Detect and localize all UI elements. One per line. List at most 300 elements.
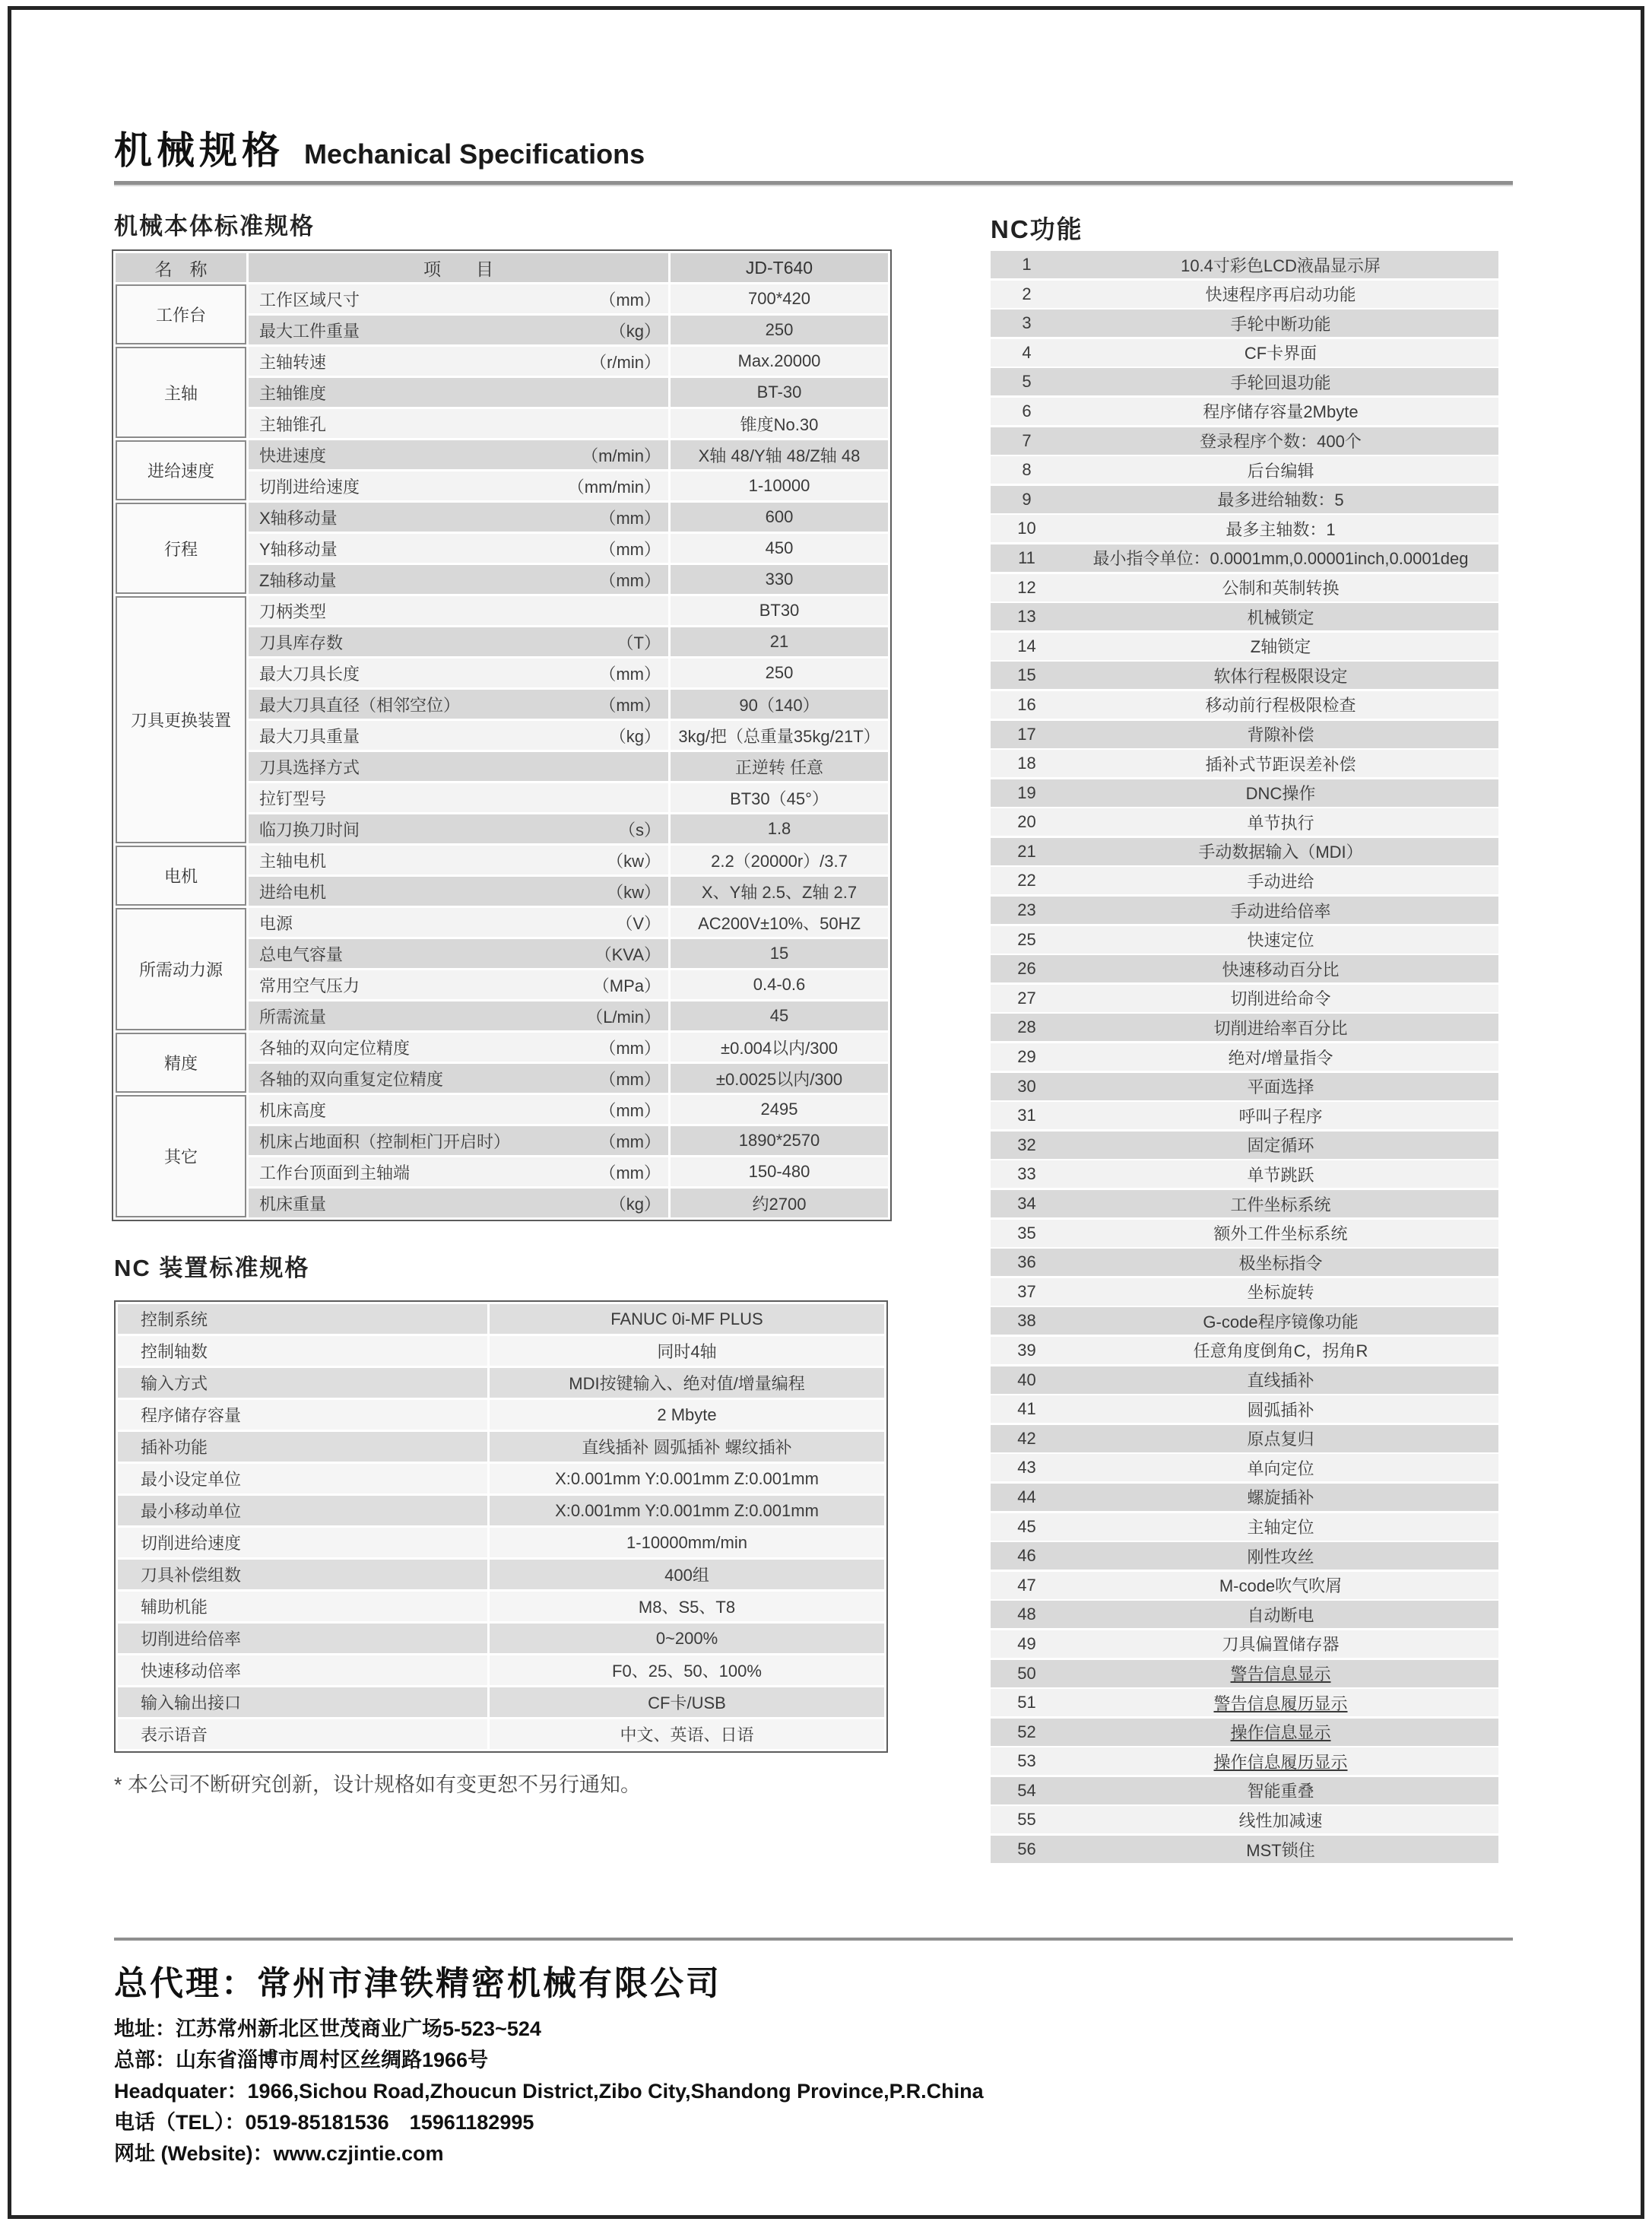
item-label: 输入方式	[118, 1368, 487, 1398]
item-label: 快进速度	[259, 446, 327, 465]
table-row	[116, 503, 888, 532]
function-text: 线性加减速	[1238, 1811, 1323, 1830]
item-label: 辅助机能	[118, 1592, 487, 1621]
function-number: 50	[1017, 1663, 1036, 1683]
function-number: 10	[1017, 519, 1036, 538]
value-cell: M8、S5、T8	[490, 1592, 884, 1621]
nc-table-title: NC 装置标准规格	[114, 1255, 310, 1281]
nc-function-row	[991, 1542, 1498, 1570]
function-number: 2	[1022, 284, 1032, 303]
nc-function-row	[991, 1836, 1498, 1863]
function-number: 38	[1017, 1311, 1036, 1331]
item-label: 所需流量	[259, 1007, 327, 1027]
item-label: 切削进给倍率	[118, 1624, 487, 1653]
value-cell: 锥度No.30	[671, 409, 888, 438]
function-number: 17	[1017, 724, 1036, 744]
nc-function-row	[991, 1777, 1498, 1804]
nc-function-row	[991, 1454, 1498, 1481]
value-cell: 2.2（20000r）/3.7	[671, 846, 888, 874]
function-number: 4	[1022, 342, 1032, 362]
function-number: 22	[1017, 871, 1036, 890]
nc-function-row	[991, 808, 1498, 836]
function-text: 自动断电	[1247, 1605, 1314, 1625]
function-number: 7	[1022, 430, 1032, 450]
item-cell	[249, 284, 668, 313]
function-number: 25	[1017, 929, 1036, 949]
value-cell: BT-30	[671, 378, 888, 407]
address-block	[114, 2014, 984, 2169]
disclaimer-note: * 本公司不断研究创新，设计规格如有变更恕不另行通知。	[114, 1773, 642, 1796]
function-number: 37	[1017, 1281, 1036, 1301]
function-number: 42	[1017, 1428, 1036, 1448]
function-text: 平面选择	[1247, 1078, 1314, 1097]
function-text: 手轮回退功能	[1230, 373, 1331, 392]
function-number: 23	[1017, 900, 1036, 920]
item-cell	[249, 596, 668, 625]
function-text: 手动进给倍率	[1230, 901, 1331, 921]
table-row	[118, 1592, 884, 1621]
function-number: 56	[1017, 1839, 1036, 1859]
item-label: 各轴的双向定位精度	[259, 1038, 411, 1058]
value-cell: 3kg/把（总重量35kg/21T）	[671, 721, 888, 750]
function-text: 单节跳跃	[1247, 1165, 1314, 1185]
item-cell	[249, 503, 668, 532]
function-text: 后台编辑	[1247, 461, 1314, 481]
function-text: 任意角度倒角C，拐角R	[1193, 1341, 1368, 1361]
function-text: 圆弧插补	[1247, 1400, 1314, 1420]
item-unit: （mm）	[599, 1163, 661, 1182]
item-label: 机床占地面积（控制柜门开启时）	[259, 1132, 511, 1151]
item-cell	[249, 1001, 668, 1030]
nc-functions-table	[991, 251, 1498, 1865]
function-text: 智能重叠	[1247, 1782, 1314, 1801]
nc-function-row	[991, 838, 1498, 865]
item-cell	[249, 565, 668, 594]
function-text: 单节执行	[1247, 813, 1314, 833]
value-cell: MDI按键输入、绝对值/增量编程	[490, 1368, 884, 1398]
item-unit: （kg）	[609, 726, 661, 746]
item-label: 常用空气压力	[259, 976, 360, 995]
table-row	[118, 1528, 884, 1557]
address-line: 地址：江苏常州新北区世茂商业广场5-523~524	[114, 2017, 541, 2040]
function-text: 手轮中断功能	[1230, 314, 1331, 334]
function-number: 12	[1017, 577, 1036, 597]
function-text: 主轴定位	[1247, 1518, 1314, 1538]
function-text: 单向定位	[1247, 1458, 1314, 1478]
function-text: 机械锁定	[1247, 608, 1314, 627]
function-text: 最多进给轴数：5	[1217, 490, 1344, 510]
nc-function-row	[991, 1278, 1498, 1306]
address-line: 总部：山东省淄博市周村区丝绸路1966号	[114, 2049, 489, 2071]
item-unit: （mm/min）	[567, 477, 661, 497]
value-cell: 约2700	[671, 1189, 888, 1217]
value-cell: 1-10000	[671, 471, 888, 500]
function-number: 31	[1017, 1106, 1036, 1125]
value-cell: 1-10000mm/min	[490, 1528, 884, 1557]
item-label: 最大刀具重量	[259, 726, 360, 746]
nc-function-row	[991, 1630, 1498, 1658]
item-label: 切削进给速度	[118, 1528, 487, 1557]
item-label: 总电气容量	[259, 944, 344, 964]
nc-function-row	[991, 1425, 1498, 1452]
function-text: Z轴锁定	[1250, 637, 1311, 657]
title-divider	[114, 181, 1513, 186]
item-label: 刀具库存数	[259, 633, 344, 652]
function-text: 操作信息履历显示	[1213, 1752, 1348, 1772]
function-text: DNC操作	[1245, 784, 1316, 804]
group-cell: 精度	[116, 1033, 246, 1093]
function-text: M-code吹气吹屑	[1219, 1576, 1343, 1596]
item-unit: （mm）	[599, 1038, 661, 1058]
item-cell	[249, 316, 668, 344]
value-cell: 0~200%	[490, 1624, 884, 1653]
item-cell	[249, 908, 668, 937]
function-number: 18	[1017, 754, 1036, 773]
table-row	[116, 440, 888, 469]
function-number: 36	[1017, 1252, 1036, 1272]
nc-function-row	[991, 544, 1498, 572]
function-text: 程序储存容量2Mbyte	[1203, 402, 1359, 422]
nc-function-row	[991, 1043, 1498, 1071]
function-text: 切削进给率百分比	[1213, 1018, 1348, 1038]
group-cell: 其它	[116, 1095, 246, 1217]
function-text: 坐标旋转	[1247, 1283, 1314, 1303]
nc-function-row	[991, 574, 1498, 601]
item-label: 电源	[259, 913, 293, 933]
nc-function-row	[991, 897, 1498, 924]
table-row	[116, 846, 888, 874]
function-text: 极坐标指令	[1238, 1253, 1323, 1273]
nc-function-row	[991, 1719, 1498, 1746]
nc-function-row	[991, 1484, 1498, 1511]
value-cell: 450	[671, 534, 888, 563]
function-number: 5	[1022, 372, 1032, 392]
value-cell: X:0.001mm Y:0.001mm Z:0.001mm	[490, 1496, 884, 1525]
function-number: 49	[1017, 1633, 1036, 1653]
item-label: 快速移动倍率	[118, 1655, 487, 1685]
item-cell	[249, 409, 668, 438]
item-unit: （m/min）	[582, 446, 661, 465]
item-cell	[249, 690, 668, 719]
item-label: X轴移动量	[259, 508, 338, 528]
nc-function-row	[991, 1601, 1498, 1628]
function-text: 切削进给命令	[1230, 989, 1331, 1009]
value-cell: 21	[671, 627, 888, 656]
function-number: 13	[1017, 607, 1036, 627]
nc-function-row	[991, 1689, 1498, 1716]
table-row	[118, 1336, 884, 1366]
function-number: 55	[1017, 1810, 1036, 1830]
item-label: 各轴的双向重复定位精度	[259, 1069, 444, 1089]
page-title-zh: 机械规格	[114, 129, 284, 172]
value-cell: Max.20000	[671, 347, 888, 376]
function-number: 45	[1017, 1516, 1036, 1536]
item-cell	[249, 783, 668, 812]
nc-function-row	[991, 1073, 1498, 1100]
function-text: 手动数据输入（MDI）	[1198, 843, 1363, 862]
function-number: 6	[1022, 401, 1032, 421]
item-cell	[249, 1126, 668, 1155]
value-cell: ±0.004以内/300	[671, 1033, 888, 1062]
item-label: 主轴电机	[259, 851, 327, 871]
item-cell	[249, 659, 668, 687]
nc-function-row	[991, 1366, 1498, 1394]
function-text: MST锁住	[1246, 1840, 1315, 1860]
function-text: 警告信息显示	[1230, 1665, 1331, 1684]
item-label: 最大工件重量	[259, 321, 360, 341]
function-text: 工件坐标系统	[1230, 1195, 1331, 1214]
table-row	[116, 908, 888, 937]
nc-function-row	[991, 867, 1498, 894]
header-name: 名 称	[116, 253, 246, 282]
header-model: JD-T640	[671, 253, 888, 282]
item-label: 最大刀具长度	[259, 664, 360, 684]
function-text: 额外工件坐标系统	[1213, 1224, 1348, 1244]
table-row	[118, 1464, 884, 1493]
value-cell: 330	[671, 565, 888, 594]
nc-function-row	[991, 515, 1498, 542]
function-text: 警告信息履历显示	[1213, 1693, 1348, 1713]
value-cell: 1890*2570	[671, 1126, 888, 1155]
item-cell	[249, 347, 668, 376]
item-unit: （mm）	[599, 508, 661, 528]
group-cell: 行程	[116, 503, 246, 594]
function-text: 绝对/增量指令	[1228, 1048, 1333, 1068]
function-number: 30	[1017, 1076, 1036, 1096]
value-cell: 45	[671, 1001, 888, 1030]
value-cell: X、Y轴 2.5、Z轴 2.7	[671, 877, 888, 906]
item-unit: （kg）	[609, 321, 661, 341]
function-number: 3	[1022, 313, 1032, 333]
function-number: 46	[1017, 1546, 1036, 1566]
address-line: Headquater：1966,Sichou Road,Zhoucun District,Zibo City,Shandong Province,P.R.China	[114, 2080, 984, 2103]
footer-divider	[114, 1938, 1513, 1941]
function-text: 直线插补	[1247, 1371, 1314, 1391]
function-text: 插补式节距误差补偿	[1205, 754, 1356, 774]
item-label: 表示语音	[118, 1719, 487, 1749]
nc-function-row	[991, 309, 1498, 337]
page-title	[114, 120, 645, 175]
item-unit: （mm）	[599, 695, 661, 715]
nc-function-row	[991, 1102, 1498, 1129]
function-text: 登录程序个数：400个	[1200, 432, 1362, 452]
item-cell	[249, 440, 668, 469]
item-label: 最小移动单位	[118, 1496, 487, 1525]
item-cell	[249, 471, 668, 500]
value-cell: 同时4轴	[490, 1336, 884, 1366]
item-label: 工作区域尺寸	[259, 290, 360, 309]
item-label: 切削进给速度	[259, 477, 360, 497]
nc-function-row	[991, 633, 1498, 660]
value-cell: 1.8	[671, 814, 888, 843]
nc-function-row	[991, 1014, 1498, 1041]
item-label: 输入输出接口	[118, 1687, 487, 1717]
function-text: 刀具偏置储存器	[1222, 1635, 1340, 1655]
nc-function-row	[991, 1660, 1498, 1687]
value-cell: 0.4-0.6	[671, 970, 888, 999]
table-row	[118, 1560, 884, 1589]
group-cell: 工作台	[116, 284, 246, 344]
nc-function-row	[991, 1132, 1498, 1159]
item-unit: （mm）	[599, 1132, 661, 1151]
machine-spec-table	[112, 249, 892, 1221]
function-number: 32	[1017, 1135, 1036, 1154]
function-number: 44	[1017, 1487, 1036, 1506]
function-number: 41	[1017, 1399, 1036, 1419]
value-cell: ±0.0025以内/300	[671, 1064, 888, 1093]
function-number: 21	[1017, 841, 1036, 861]
value-cell: 2 Mbyte	[490, 1400, 884, 1430]
item-unit: （T）	[617, 633, 661, 652]
item-label: 刀具补偿组数	[118, 1560, 487, 1589]
nc-function-row	[991, 985, 1498, 1012]
function-number: 47	[1017, 1575, 1036, 1595]
function-number: 8	[1022, 460, 1032, 480]
nc-function-row	[991, 251, 1498, 278]
item-label: 主轴锥孔	[259, 414, 327, 434]
function-text: 快速移动百分比	[1222, 960, 1340, 979]
item-unit: （kw）	[607, 851, 661, 871]
table-row	[118, 1624, 884, 1653]
item-label: 插补功能	[118, 1432, 487, 1462]
table-row	[118, 1400, 884, 1430]
item-cell	[249, 970, 668, 999]
item-cell	[249, 721, 668, 750]
item-label: 刀柄类型	[259, 601, 327, 621]
item-unit: （L/min）	[586, 1007, 661, 1027]
function-text: 快速定位	[1247, 931, 1314, 951]
group-cell: 进给速度	[116, 440, 246, 500]
item-unit: （kg）	[609, 1194, 661, 1214]
item-unit: （MPa）	[592, 976, 661, 995]
function-text: 10.4寸彩色LCD液晶显示屏	[1181, 256, 1381, 275]
nc-function-row	[991, 603, 1498, 630]
function-text: 背隙补偿	[1247, 725, 1314, 744]
function-number: 34	[1017, 1194, 1036, 1213]
table-row	[118, 1687, 884, 1717]
function-text: 原点复归	[1247, 1430, 1314, 1449]
nc-function-row	[991, 427, 1498, 455]
function-number: 33	[1017, 1164, 1036, 1184]
function-number: 16	[1017, 694, 1036, 714]
nc-function-row	[991, 721, 1498, 748]
item-unit: （V）	[616, 913, 661, 933]
value-cell: 600	[671, 503, 888, 532]
function-number: 20	[1017, 812, 1036, 832]
function-text: 移动前行程极限检查	[1205, 696, 1356, 716]
table-row	[118, 1655, 884, 1685]
value-cell: FANUC 0i-MF PLUS	[490, 1304, 884, 1334]
item-label: 主轴锥度	[259, 383, 327, 403]
function-number: 43	[1017, 1458, 1036, 1478]
item-cell	[249, 814, 668, 843]
nc-function-row	[991, 1190, 1498, 1217]
nc-functions-title: NC功能	[991, 215, 1083, 243]
value-cell: AC200V±10%、50HZ	[671, 908, 888, 937]
table-row	[118, 1368, 884, 1398]
nc-function-row	[991, 486, 1498, 513]
item-cell	[249, 534, 668, 563]
value-cell: F0、25、50、100%	[490, 1655, 884, 1685]
group-cell: 主轴	[116, 347, 246, 438]
item-label: 最大刀具直径（相邻空位）	[259, 695, 461, 715]
value-cell: 正逆转 任意	[671, 752, 888, 781]
item-label: 主轴转速	[259, 352, 327, 372]
table-row	[116, 596, 888, 625]
item-cell	[249, 1033, 668, 1062]
table-row	[118, 1719, 884, 1749]
item-unit: （r/min）	[590, 352, 661, 372]
nc-function-row	[991, 1220, 1498, 1247]
item-unit: （kw）	[607, 882, 661, 902]
value-cell: 直线插补 圆弧插补 螺纹插补	[490, 1432, 884, 1462]
item-unit: （mm）	[599, 570, 661, 590]
nc-device-table	[114, 1300, 888, 1753]
item-cell	[249, 846, 668, 874]
nc-function-row	[991, 691, 1498, 719]
table-header-row	[116, 253, 888, 282]
function-text: 公制和英制转换	[1222, 579, 1340, 598]
nc-function-row	[991, 339, 1498, 367]
header-item: 项 目	[249, 253, 668, 282]
function-text: 最小指令单位：0.0001mm,0.00001inch,0.0001deg	[1092, 549, 1469, 569]
function-text: 操作信息显示	[1230, 1723, 1331, 1743]
value-cell: 150-480	[671, 1157, 888, 1186]
nc-function-row	[991, 1337, 1498, 1364]
nc-function-row	[991, 281, 1498, 308]
value-cell: 700*420	[671, 284, 888, 313]
function-number: 15	[1017, 665, 1036, 685]
item-cell	[249, 752, 668, 781]
item-cell	[249, 877, 668, 906]
function-number: 27	[1017, 988, 1036, 1008]
nc-function-row	[991, 1249, 1498, 1276]
nc-function-row	[991, 1747, 1498, 1775]
function-number: 51	[1017, 1693, 1036, 1712]
value-cell: CF卡/USB	[490, 1687, 884, 1717]
item-label: Z轴移动量	[259, 570, 337, 590]
page-title-en: Mechanical Specifications	[304, 138, 645, 170]
value-cell: 2495	[671, 1095, 888, 1124]
item-label: 拉钉型号	[259, 789, 327, 808]
table-row	[116, 1095, 888, 1124]
item-label: 工作台顶面到主轴端	[259, 1163, 411, 1182]
item-label: 控制轴数	[118, 1336, 487, 1366]
function-number: 11	[1018, 548, 1035, 567]
function-number: 48	[1017, 1604, 1036, 1624]
item-unit: （mm）	[599, 1100, 661, 1120]
value-cell: 90（140）	[671, 690, 888, 719]
item-unit: （s）	[618, 820, 661, 840]
item-label: 刀具选择方式	[259, 757, 360, 777]
function-text: 螺旋插补	[1247, 1488, 1314, 1508]
nc-function-row	[991, 662, 1498, 689]
value-cell: 中文、英语、日语	[490, 1719, 884, 1749]
item-cell	[249, 1064, 668, 1093]
table-row	[116, 347, 888, 376]
nc-function-row	[991, 1572, 1498, 1599]
function-number: 9	[1022, 489, 1032, 509]
function-number: 40	[1017, 1370, 1036, 1389]
item-cell	[249, 1095, 668, 1124]
item-label: 最小设定单位	[118, 1464, 487, 1493]
item-label: Y轴移动量	[259, 539, 338, 559]
value-cell: X:0.001mm Y:0.001mm Z:0.001mm	[490, 1464, 884, 1493]
item-label: 控制系统	[118, 1304, 487, 1334]
function-text: 固定循环	[1247, 1136, 1314, 1156]
function-text: 软体行程极限设定	[1213, 666, 1348, 686]
value-cell: BT30（45°）	[671, 783, 888, 812]
